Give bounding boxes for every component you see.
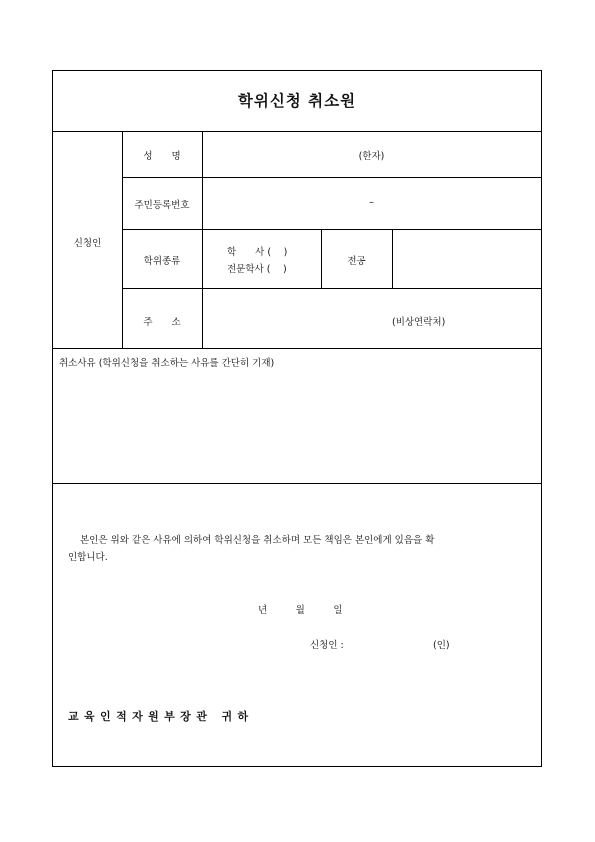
- degree-bachelor-checkbox[interactable]: 학 사 ( ): [227, 247, 288, 258]
- major-label: 전공: [347, 256, 366, 267]
- form-title: 학위신청 취소원: [237, 92, 357, 110]
- column-divider-major: [392, 229, 393, 288]
- row-divider-resident: [122, 229, 541, 230]
- reason-section-divider: [53, 483, 541, 484]
- signature-label: 신청인 :: [310, 640, 344, 651]
- declaration-line-1: 본인은 위와 같은 사유에 의하여 학위신청을 취소하며 모든 책임은 본인에게 있음을 확: [80, 535, 435, 546]
- applicant-section-divider: [53, 348, 541, 349]
- degree-professional-checkbox[interactable]: 전문학사 ( ): [227, 264, 287, 275]
- column-divider-label: [202, 131, 203, 348]
- name-field[interactable]: (한자): [358, 151, 385, 162]
- name-label: 성 명: [143, 151, 181, 162]
- signature-field[interactable]: [355, 635, 425, 649]
- title-divider: [53, 131, 541, 132]
- row-divider-degree: [122, 288, 541, 289]
- reason-label: 취소사유 (학위신청을 취소하는 사유를 간단히 기재): [59, 358, 275, 369]
- resident-number-label: 주민등록번호: [134, 200, 190, 211]
- signature-seal: (인): [433, 640, 450, 651]
- resident-number-field[interactable]: –: [369, 197, 374, 208]
- date-line[interactable]: 년 월 일: [258, 605, 343, 616]
- reason-field[interactable]: [59, 371, 535, 477]
- addressee: 교육인적자원부장관 귀하: [68, 710, 254, 723]
- degree-type-label: 학위종류: [143, 256, 181, 267]
- address-label: 주 소: [143, 317, 181, 328]
- row-divider-name: [122, 177, 541, 178]
- address-field[interactable]: (비상연락처): [392, 317, 446, 328]
- cancellation-form: [52, 70, 542, 767]
- applicant-label: 신청인: [73, 238, 102, 249]
- declaration-line-2: 인합니다.: [68, 552, 108, 563]
